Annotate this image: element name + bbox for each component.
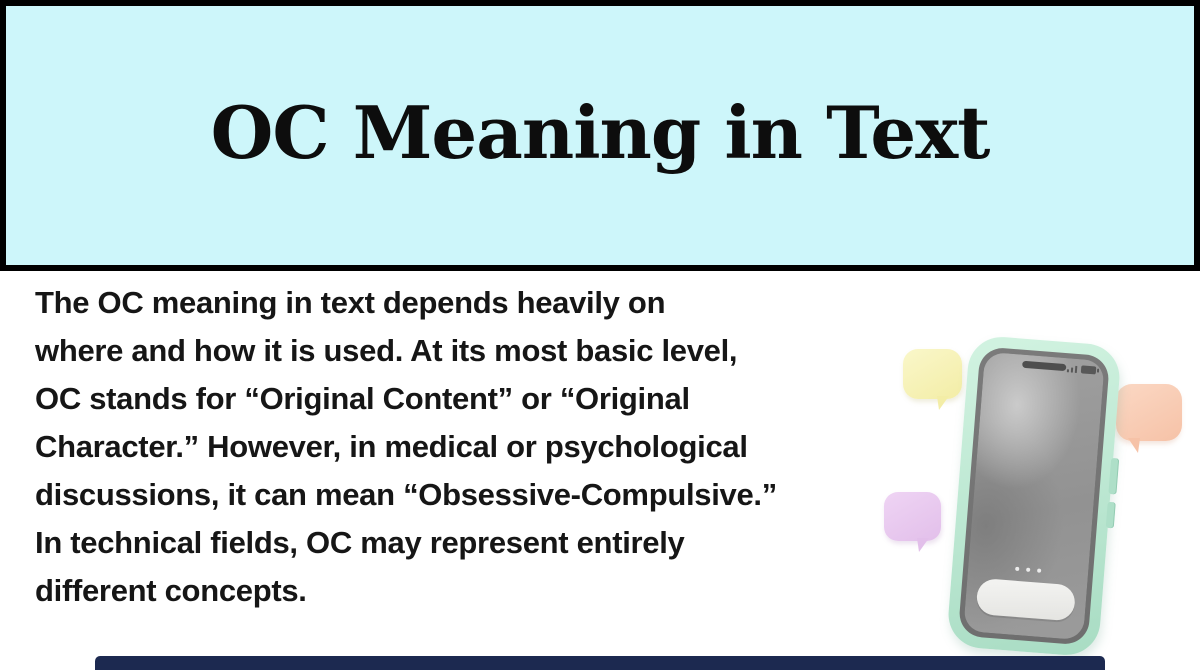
phone — [946, 335, 1122, 658]
speech-bubble-body — [884, 492, 941, 541]
battery-icon — [1081, 365, 1097, 374]
paragraph-line: OC stands for “Original Content” or “Original — [35, 381, 690, 416]
page-title: OC Meaning in Text — [210, 90, 990, 175]
header-box — [0, 0, 1200, 271]
paragraph-line: The OC meaning in text depends heavily on — [35, 285, 666, 320]
speech-bubble-icon — [903, 349, 962, 399]
phone-screen-glass — [963, 352, 1105, 641]
paragraph-line: where and how it is used. At its most basic level, — [35, 333, 738, 368]
speech-bubble-tail — [1128, 438, 1140, 453]
typing-dots-icon — [1015, 567, 1041, 573]
bottom-accent-bar — [95, 656, 1105, 670]
paragraph-line: Character.” However, in medical or psychological — [35, 429, 748, 464]
paragraph-line: In technical fields, OC may represent entirely — [35, 525, 685, 560]
speech-bubble-body — [903, 349, 962, 399]
paragraph-line: discussions, it can mean “Obsessive-Compulsive.” — [35, 477, 777, 512]
speech-bubble-body — [1116, 384, 1182, 441]
speech-bubble-tail — [917, 538, 929, 552]
phone-speaker-notch-icon — [1022, 361, 1066, 371]
phone-side-button — [1108, 458, 1119, 495]
signal-bars-icon — [1066, 365, 1077, 373]
paragraph-line: different concepts. — [35, 573, 307, 608]
phone-side-button — [1106, 502, 1116, 529]
body-paragraph — [35, 279, 915, 615]
phone-input-bar — [975, 578, 1076, 622]
phone-illustration — [870, 330, 1200, 665]
speech-bubble-tail — [937, 396, 949, 410]
phone-screen — [958, 346, 1110, 645]
speech-bubble-icon — [884, 492, 941, 541]
phone-status-bar — [1066, 364, 1096, 374]
speech-bubble-icon — [1116, 384, 1182, 441]
